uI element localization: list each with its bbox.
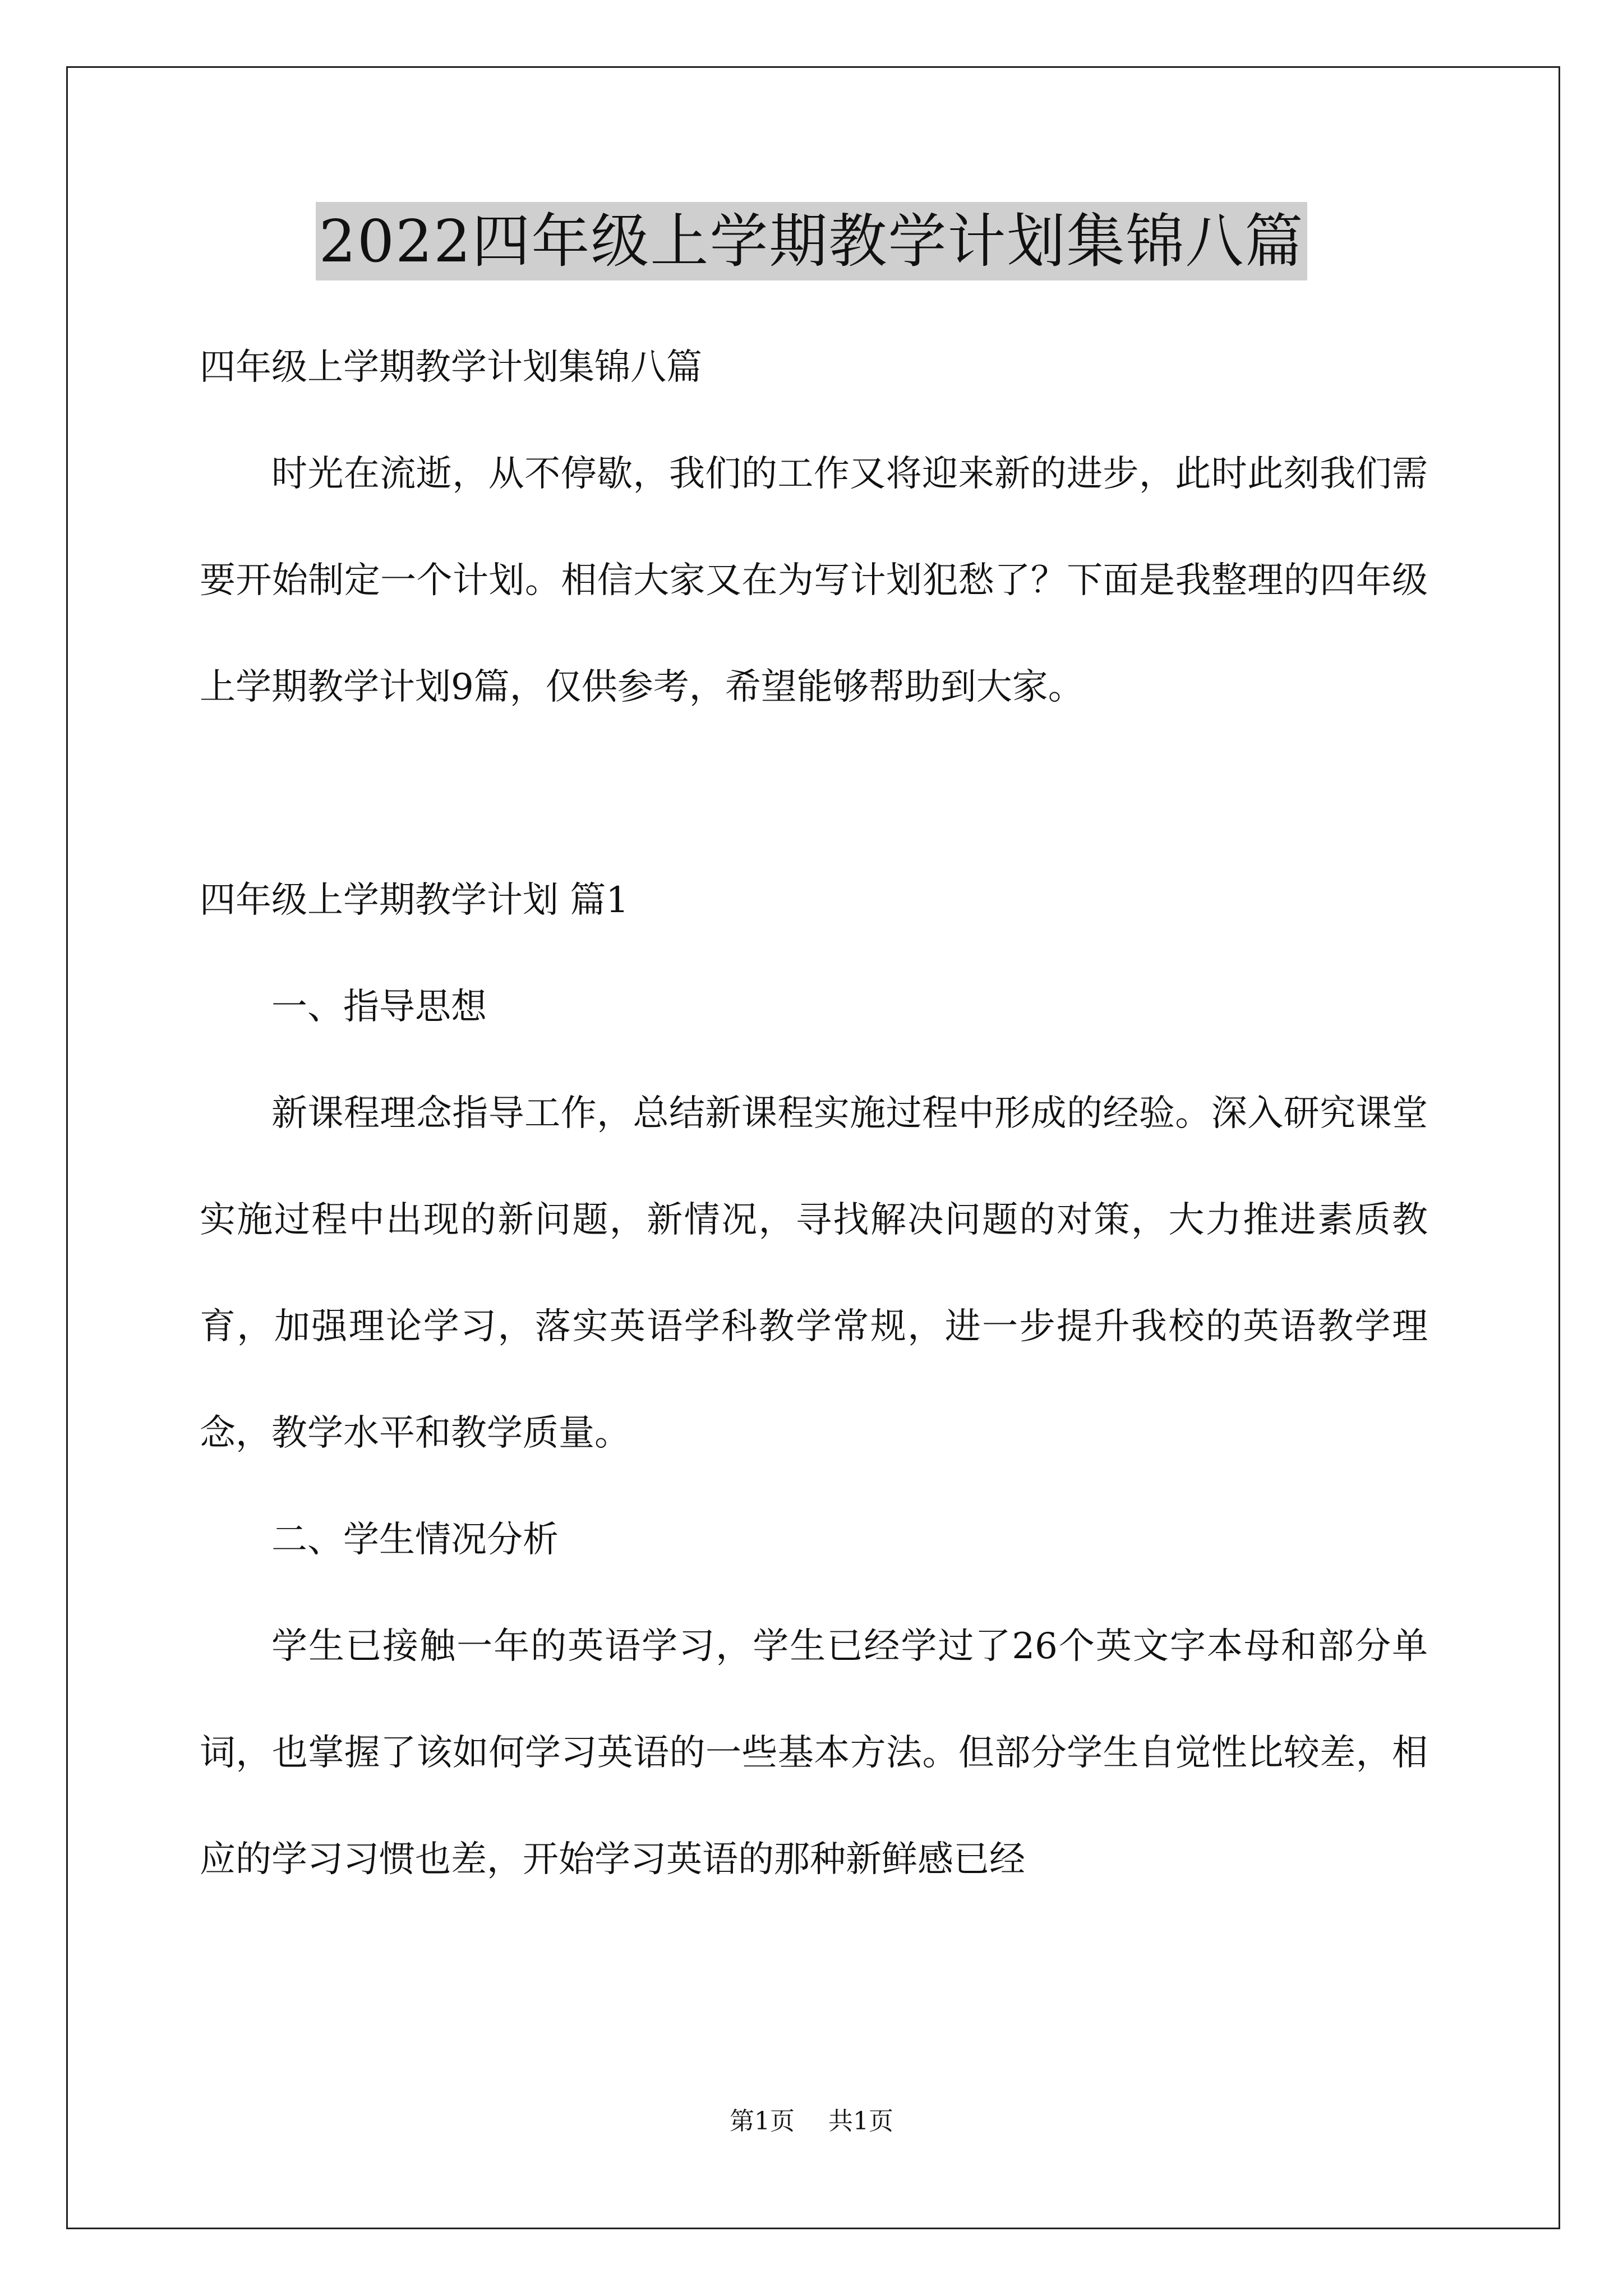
heading-student-analysis: 二、学生情况分析 (271, 1519, 559, 1561)
section-title: 四年级上学期教学计划 篇1 (200, 880, 629, 921)
heading-guiding-ideology: 一、指导思想 (271, 986, 487, 1028)
page-number-total: 共1页 (828, 2107, 893, 2136)
paragraph-student-analysis: 学生已接触一年的英语学习，学生已经学过了26个英文字本母和部分单词，也掌握了该如何学习英语的一些基本方法。但部分学生自觉性比较差，相应的学习习惯也差，开始学习英语的那种新鲜感已经 (200, 1626, 1428, 1880)
intro-paragraph: 时光在流逝，从不停歇，我们的工作又将迎来新的进步，此时此刻我们需要开始制定一个计划。相信大家又在为写计划犯愁了？下面是我整理的四年级上学期教学计划9篇，仅供参考，希望能够帮助到大家。 (200, 453, 1428, 708)
document-subtitle: 四年级上学期教学计划集锦八篇 (200, 347, 702, 388)
page-footer (0, 2105, 1623, 2138)
title-area (0, 202, 1623, 280)
page-number-current: 第1页 (730, 2107, 795, 2136)
paragraph-guiding-ideology: 新课程理念指导工作，总结新课程实施过程中形成的经验。深入研究课堂实施过程中出现的新问题，新情况，寻找解决问题的对策，大力推进素质教育，加强理论学习，落实英语学科教学常规，进一步提升我校的英语教学理念，教学水平和教学质量。 (200, 1093, 1428, 1454)
document-body (200, 314, 1428, 1913)
document-title: 2022四年级上学期教学计划集锦八篇 (316, 202, 1308, 280)
